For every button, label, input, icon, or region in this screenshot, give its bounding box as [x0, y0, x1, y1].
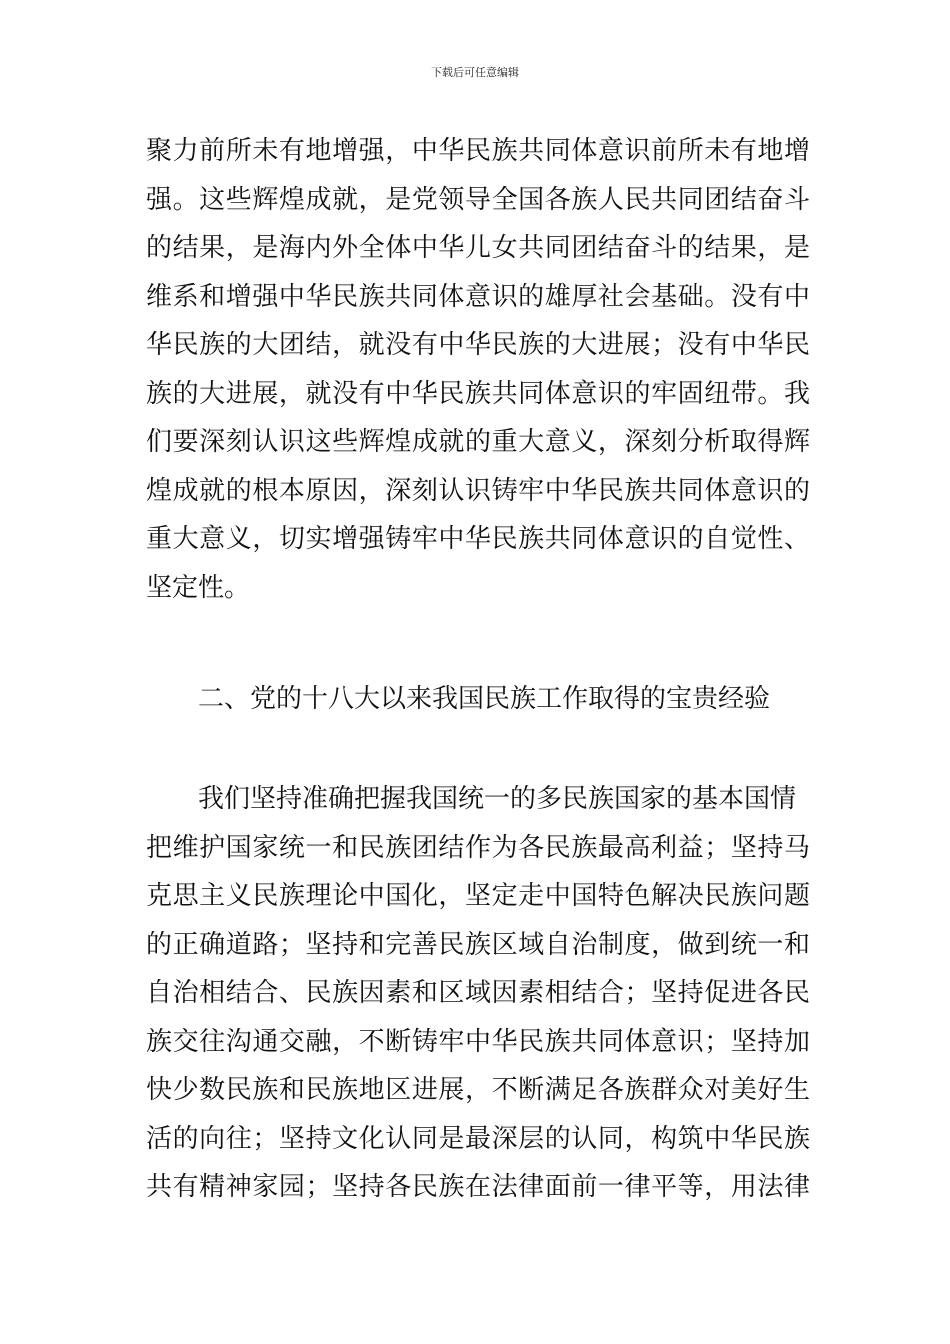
paragraph-line: 强。这些辉煌成就，是党领导全国各族人民共同团结奋斗	[146, 184, 810, 215]
paragraph-line: 维系和增强中华民族共同体意识的雄厚社会基础。没有中	[146, 281, 810, 312]
paragraph-line: 族的大进展，就没有中华民族共同体意识的牢固纽带。我	[146, 378, 810, 409]
section-heading-text: 二、党的十八大以来我国民族工作取得的宝贵经验	[198, 684, 771, 714]
body-paragraph-1	[146, 127, 810, 612]
paragraph-line: 把维护国家统一和民族团结作为各民族最高利益；坚持马	[146, 832, 810, 863]
paragraph-line: 煌成就的根本原因，深刻认识铸牢中华民族共同体意识的	[146, 475, 810, 506]
paragraph-line: 的结果，是海内外全体中华儿女共同团结奋斗的结果，是	[146, 233, 810, 263]
body-paragraph-2	[146, 775, 810, 1212]
page-header-note: 下载后可任意编辑	[431, 66, 519, 79]
paragraph-line: 坚定性。	[146, 572, 251, 603]
paragraph-line: 重大意义，切实增强铸牢中华民族共同体意识的自觉性、	[146, 524, 810, 554]
paragraph-line: 聚力前所未有地增强，中华民族共同体意识前所未有地增	[146, 136, 810, 166]
paragraph-line: 族交往沟通交融，不断铸牢中华民族共同体意识；坚持加	[146, 1026, 810, 1057]
paragraph-line: 快少数民族和民族地区进展，不断满足各族群众对美好生	[146, 1075, 810, 1105]
paragraph-line: 活的向往；坚持文化认同是最深层的认同，构筑中华民族	[146, 1123, 810, 1154]
paragraph-line: 们要深刻认识这些辉煌成就的重大意义，深刻分析取得辉	[146, 427, 810, 457]
paragraph-line: 的正确道路；坚持和完善民族区域自治制度，做到统一和	[146, 929, 810, 960]
section-heading	[146, 675, 810, 724]
paragraph-line: 我们坚持准确把握我国统一的多民族国家的基本国情	[198, 784, 797, 814]
paragraph-line: 自治相结合、民族因素和区域因素相结合；坚持促进各民	[146, 978, 810, 1008]
paragraph-line: 共有精神家园；坚持各民族在法律面前一律平等，用法律	[146, 1172, 810, 1202]
paragraph-line: 克思主义民族理论中国化，坚定走中国特色解决民族问题	[146, 881, 810, 911]
paragraph-line: 华民族的大团结，就没有中华民族的大进展；没有中华民	[146, 330, 810, 360]
